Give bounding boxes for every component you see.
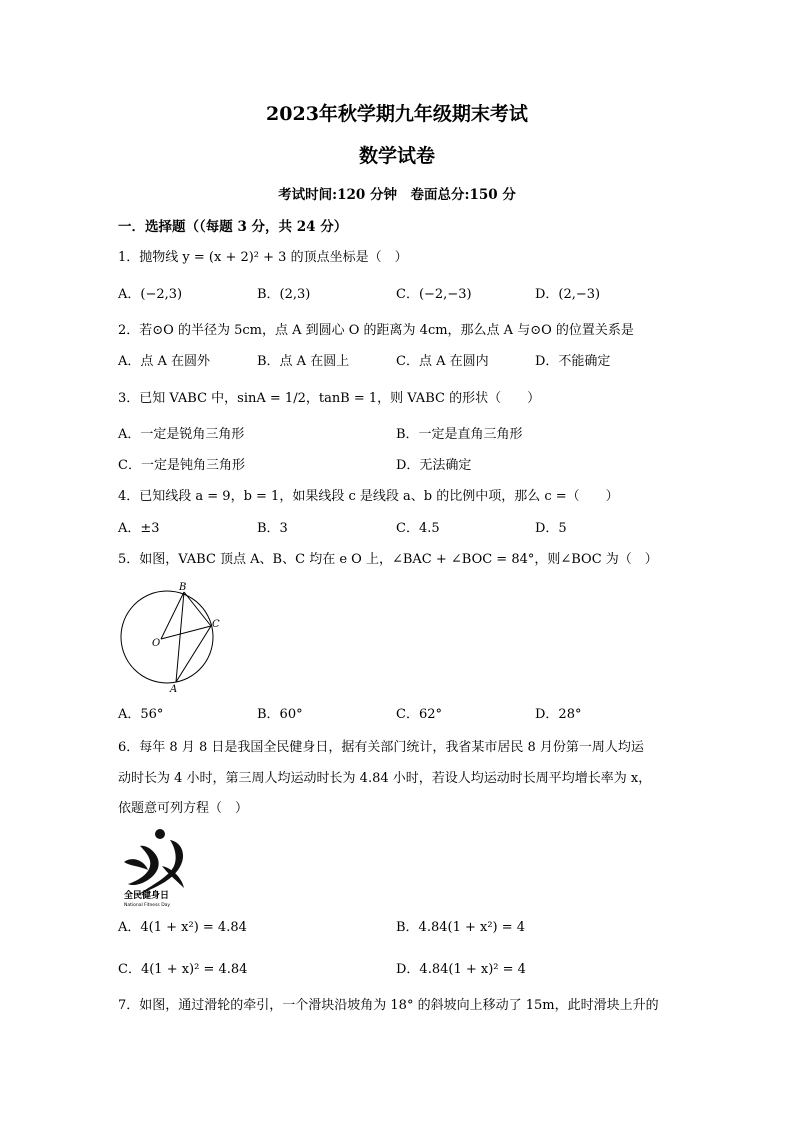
logo-subtext: National Fitness Day [124, 903, 171, 908]
q3-option-a: A．一定是锐角三角形 [118, 427, 245, 442]
q5-option-b: B．60° [257, 707, 303, 722]
exam-info: 考试时间:120 分钟 卷面总分:150 分 [278, 187, 516, 203]
fitness-day-logo [118, 826, 196, 908]
q3-option-b: B．一定是直角三角形 [396, 427, 523, 442]
q2-option-d: D．不能确定 [535, 354, 611, 369]
q3-option-c: C．一定是钝角三角形 [118, 458, 245, 473]
q1-option-b: B．(2,3) [257, 287, 311, 302]
q2-option-b: B．点 A 在圆上 [257, 354, 350, 369]
logo-text: 全民健身日 [124, 891, 170, 901]
q5-stem: 5．如图，VABC 顶点 A、B、C 均在 e O 上，∠BAC + ∠BOC = 84°，则∠BOC 为（ ） [118, 552, 658, 567]
q4-option-b: B．3 [257, 521, 288, 536]
q1-option-c: C．(−2,−3) [396, 287, 472, 302]
q6-stem-line3: 依题意可列方程（ ） [118, 801, 249, 816]
label-c: C [212, 619, 220, 630]
q3-option-d: D．无法确定 [396, 458, 472, 473]
q6-option-d: D．4.84(1 + x)² = 4 [396, 962, 526, 977]
q1-option-d: D．(2,−3) [535, 287, 601, 302]
exam-title: 2023年秋学期九年级期末考试 [266, 103, 528, 125]
q5-option-a: A．56° [118, 707, 164, 722]
q6-stem-line1: 6．每年 8 月 8 日是我国全民健身日，据有关部门统计，我省某市居民 8 月份第一周人均运 [118, 740, 644, 755]
q6-option-c: C．4(1 + x)² = 4.84 [118, 962, 248, 977]
q6-option-a: A．4(1 + x²) = 4.84 [118, 920, 247, 935]
q3-stem: 3．已知 VABC 中，sinA = 1/2，tanB = 1，则 VABC 的形状（ ） [118, 391, 541, 406]
exam-subtitle: 数学试卷 [358, 145, 435, 167]
q4-stem: 4．已知线段 a = 9，b = 1，如果线段 c 是线段 a、b 的比例中项，那么 c =（ ） [118, 489, 619, 504]
q7-stem: 7．如图，通过滑轮的牵引，一个滑块沿坡角为 18° 的斜坡向上移动了 15m，此时滑块上升的 [118, 998, 659, 1013]
label-a: A [170, 684, 178, 695]
q4-option-a: A．±3 [118, 521, 160, 536]
q2-option-c: C．点 A 在圆内 [396, 354, 489, 369]
q2-option-a: A．点 A 在圆外 [118, 354, 211, 369]
q1-option-a: A．(−2,3) [118, 287, 183, 302]
q1-stem: 1．抛物线 y = (x + 2)² + 3 的顶点坐标是（ ） [118, 250, 408, 265]
section-heading: 一．选择题（（每题 3 分，共 24 分） [118, 219, 348, 235]
q5-circle-figure [112, 578, 230, 696]
q4-option-c: C．4.5 [396, 521, 440, 536]
q6-option-b: B．4.84(1 + x²) = 4 [396, 920, 526, 935]
label-b: B [179, 582, 187, 593]
q4-option-d: D．5 [535, 521, 567, 536]
q5-option-c: C．62° [396, 707, 442, 722]
q5-option-d: D．28° [535, 707, 582, 722]
q2-stem: 2．若⊙O 的半径为 5cm，点 A 到圆心 O 的距离为 4cm，那么点 A 与⊙O 的位置关系是 [118, 323, 634, 338]
label-o: O [152, 638, 161, 649]
q6-stem-line2: 动时长为 4 小时，第三周人均运动时长为 4.84 小时，若设人均运动时长周平均增长率为 x， [118, 771, 652, 786]
